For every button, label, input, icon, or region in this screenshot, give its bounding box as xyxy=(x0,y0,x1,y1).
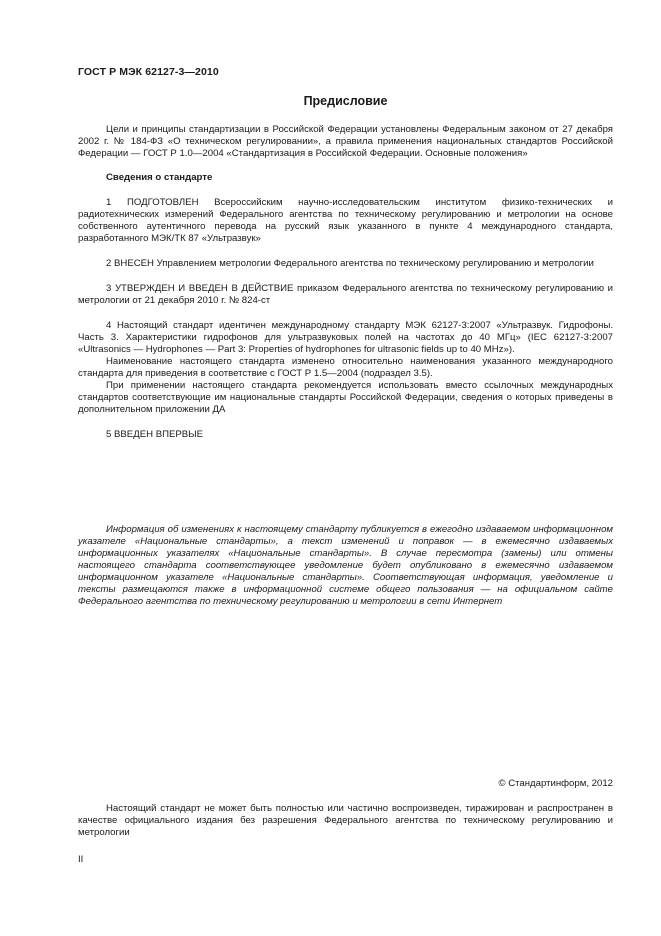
item-1-paragraph: 1 ПОДГОТОВЛЕН Всероссийским научно-исследовательским институтом физико-технических и радиотехнических измерений Федерального агентства по техническому регулированию и метрологии на основе собственного аутентичного перевода на русский язык указанного в пункте 4 международного стандарта, разработанного МЭК/ТК 87 «Ультразвук» xyxy=(78,197,613,244)
page-title: Предисловие xyxy=(303,94,388,108)
rights-statement xyxy=(78,803,613,839)
item-4-paragraph: 4 Настоящий стандарт идентичен международному стандарту МЭК 62127-3:2007 «Ультразвук. Гидрофоны. Часть 3. Характеристики гидрофонов для ультразвуковых полей на частотах до 40 МГц» (IEC 62127-3:2007 «Ultrasonics — Hydrophones — Part 3: Properties of hydrophones for ultrasonic fields up to 40 MHz»). xyxy=(78,320,613,355)
changes-notice xyxy=(78,524,613,608)
item-5-paragraph: 5 ВВЕДЕН ВПЕРВЫЕ xyxy=(106,429,204,440)
item-4-rename-paragraph: Наименование настоящего стандарта изменено относительно наименования указанного международного стандарта для приведения в соответствие с ГОСТ Р 1.5—2004 (подраздел 3.5). xyxy=(78,356,613,379)
page-number: II xyxy=(78,854,84,865)
item-4-references-paragraph: При применении настоящего стандарта рекомендуется использовать вместо ссылочных международных стандартов соответствующие им национальные стандарты Российской Федерации, сведения о которых приведены в дополнительном приложении ДА xyxy=(78,380,613,415)
rights-paragraph: Настоящий стандарт не может быть полностью или частично воспроизведен, тиражирован и распространен в качестве официального издания без разрешения Федерального агентства по техническому регулированию и метрологии xyxy=(78,803,613,838)
standard-code-header: ГОСТ Р МЭК 62127-3—2010 xyxy=(78,66,219,78)
section-subheading: Сведения о стандарте xyxy=(106,172,213,183)
item-3-paragraph: 3 УТВЕРЖДЕН И ВВЕДЕН В ДЕЙСТВИЕ приказом Федерального агентства по техническому регулированию и метрологии от 21 декабря 2010 г. № 824-ст xyxy=(78,283,613,306)
intro-paragraph: Цели и принципы стандартизации в Российской Федерации установлены Федеральным законом от 27 декабря 2002 г. № 184-ФЗ «О техническом регулировании», а правила применения национальных стандартов Российской Федерации — ГОСТ Р 1.0—2004 «Стандартизация в Российской Федерации. Основные положения» xyxy=(78,124,613,159)
foreword-body xyxy=(78,124,613,441)
item-2-paragraph: 2 ВНЕСЕН Управлением метрологии Федерального агентства по техническому регулированию и метрологии xyxy=(106,258,594,269)
copyright-line: © Стандартинформ, 2012 xyxy=(498,778,613,789)
notice-paragraph: Информация об изменениях к настоящему стандарту публикуется в ежегодно издаваемом информационном указателе «Национальные стандарты», а текст изменений и поправок — в ежемесячно издаваемых информационных указателях «Национальные стандарты». В случае пересмотра (замены) или отмены настоящего стандарта соответствующее уведомление будет опубликовано в ежемесячно издаваемом информационном указателе «Национальные стандарты». Соответствующая информация, уведомление и тексты размещаются также в информационной системе общего пользования — на официальном сайте Федерального агентства по техническому регулированию и метрологии в сети Интернет xyxy=(78,524,613,607)
